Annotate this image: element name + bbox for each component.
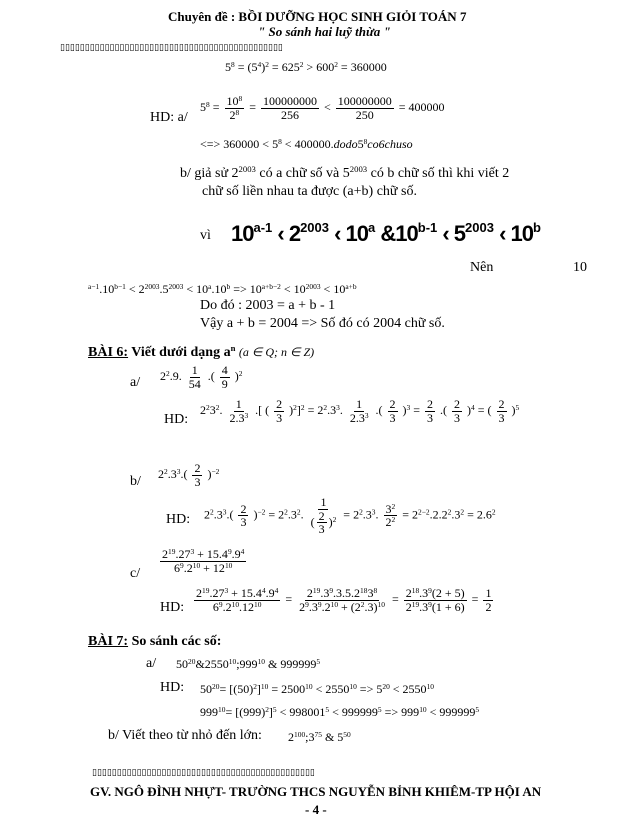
conclusion-a: <=> $360000 < 5^8$ < $400000.dodo5^8co6chuso$ [200, 136, 413, 151]
part-b-nen: Nên [470, 260, 494, 275]
fraction: $\frac{2^{18}.3^9(2 + 5)}{2^{19}.3^9(1 + 6)}$ [405, 585, 465, 614]
fraction: 1 ( $\frac{2}{3}$ )$^2$ [310, 495, 337, 537]
part-b-vay: Vậy a + b = 2004 => Số đó có 2004 chữ số. [200, 316, 445, 331]
fraction: $\frac{100000000}{256}$ [263, 94, 317, 122]
bai6-c-label: c/ [130, 566, 141, 581]
bai7-hd-line2: $999^{10}= [(999)^2]^5 < 998001^5 < 999999^5 => 999^{10} < 999999^5$ [200, 704, 480, 719]
part-b-ten: 10 [573, 260, 587, 275]
fraction: $\frac{1}{2.3^3}$ [229, 397, 249, 425]
fraction: $\frac{2}{3}$ [240, 501, 247, 530]
bai6-hd-c-label: HD: [160, 600, 185, 615]
fraction: $\frac{10^8}{2^8}$ [226, 93, 243, 122]
page-subtitle: " So sánh hai luỹ thừa " [258, 24, 391, 39]
bai6-a-expr: $2^2.9$. $\frac{1}{54}$ .( $\frac{4}{9}$ )$^2$ [160, 363, 243, 391]
part-b-do-do: Do đó : 2003 = a + b - 1 [200, 298, 336, 313]
part-b-vi: vì [200, 228, 211, 243]
bai6-hd-c-expr: $\frac{2^{19}.27^3 + 15.4^4.9^4}{6^9.2^{10}.12^{10}}$ = $\frac{2^{19}.3^9.3.5.2^{18}3^8}{2^9.3^9.2^{10} + (2^2.3)^{10}}$ = $\frac{2^{18}.3^9(2 + 5)}{2^{19}.3^9(1 + 6)}$ = $\frac{1}{2}$ [196, 585, 492, 614]
fraction: $\frac{1}{2}$ [485, 586, 492, 614]
bai7-a-expr: $50^{20}\&2550^{10};999^{10}$ & 999999$^5$ [176, 656, 321, 671]
bai7-hd-label: HD: [160, 680, 185, 695]
fraction: $\frac{2}{3}$ [498, 397, 505, 425]
fraction: $\frac{2^{19}.27^3 + 15.4^9.9^4}{6^9.2^{10} + 12^{10}}$ [162, 546, 245, 575]
part-b-line3: $^{a-1}.10^{b-1} < 2^{2003}.5^{2003} < 10^a.10^b => 10^{a+b-2} < 10^{2003} < 10^{a+b}$ [88, 281, 357, 296]
part-b-line2: chữ số liền nhau ta được (a+b) chữ số. [202, 184, 417, 199]
bai6-hd-b-label: HD: [166, 512, 191, 527]
fraction: $\frac{3^2}{2^2}$ [385, 501, 396, 530]
fraction: $\frac{2^{19}.27^3 + 15.4^4.9^4}{6^9.2^{10}.12^{10}}$ [196, 585, 279, 614]
part-b-line1: b/ giả sử $2^{2003}$ có a chữ số và $5^{2003}$ có b chữ số thì khi viết 2 [180, 164, 510, 181]
fraction: $\frac{2}{3}$ [389, 397, 396, 425]
hd-a-equation: $5^8$ = $\frac{10^8}{2^8}$ = $\frac{100000000}{256}$ < $\frac{100000000}{250}$ = 400000 [200, 93, 445, 122]
fraction: $\frac{100000000}{250}$ [337, 94, 392, 122]
fraction: $\frac{2}{3}$ [427, 397, 434, 425]
fraction: $\frac{2}{3}$ [276, 397, 283, 425]
hd-a-label: HD: a/ [150, 110, 188, 125]
footer-author: GV. NGÔ ĐÌNH NHỰT- TRƯỜNG THCS NGUYỄN BỈNH KHIÊM-TP HỘI AN [90, 784, 542, 799]
bai6-b-expr: $2^2.3^3$.( $\frac{2}{3}$ )$^{-2}$ [158, 461, 220, 489]
fraction: $\frac{2}{3}$ [194, 461, 201, 489]
part-b-big-inequality: 10$^{a-1}$ ‹ $2^{2003}$ ‹ 10$^a$ &10$^{b-1}$ ‹ $5^{2003}$ ‹ 10$^b$ [231, 220, 541, 246]
bai6-c-expr [158, 548, 248, 574]
bai7-hd-line1: $50^{20}= [(50)^2]^{10} = 2500^{10} < 2550^{10} => 5^{20} < 2550^{10}$ [200, 681, 434, 696]
bai6-hd-b-expr: $2^2.3^3$.( $\frac{2}{3}$ )$^{-2} = 2^2.3^2$. 1 ( $\frac{2}{3}$ )$^2$ = $2^2.3^3$. $\frac{3^2}{2^2}$ = $2^{2-2}.2.2^2.3^2 = 2.6^2$ [204, 495, 496, 537]
bai6-hd-a-expr: $2^23^2$. $\frac{1}{2.3^3}$ .[ ( $\frac{2}{3}$ )$^2]^2 = 2^2.3^3$. $\frac{1}{2.3^3}$ .( $\frac{2}{3}$ )$^3$ = $\frac{2}{3}$ .( $\frac{2}{3}$ )$^4$ = ( $\frac{2}{3}$ )$^5$ [200, 397, 520, 425]
fraction: $\frac{1}{54}$ [188, 363, 201, 391]
page-title: Chuyên đề : BỒI DƯỠNG HỌC SINH GIỎI TOÁN 7 [168, 9, 467, 24]
fraction: $\frac{4}{9}$ [221, 363, 228, 391]
top-equation: $5^8 = (5^4)^2 = 625^2 > 600^2 = 360000$ [225, 59, 387, 74]
footer-glyph-row: ▯▯▯▯▯▯▯▯▯▯▯▯▯▯▯▯▯▯▯▯▯▯▯▯▯▯▯▯▯▯▯▯▯▯▯▯▯▯▯▯▯▯▯▯▯ [92, 768, 315, 778]
bai6-a-label: a/ [130, 375, 141, 390]
bai6-heading: BÀI 6: Viết dưới dạng $a^n$ (a ∈ Q; n ∈ Z) [88, 343, 315, 360]
bai7-b-expr: $2^{100};3^{75}$ & $5^{50}$ [288, 729, 351, 744]
bai7-a-label: a/ [146, 656, 157, 671]
header-glyph-row: ▯▯▯▯▯▯▯▯▯▯▯▯▯▯▯▯▯▯▯▯▯▯▯▯▯▯▯▯▯▯▯▯▯▯▯▯▯▯▯▯▯▯▯▯▯ [60, 43, 283, 53]
bai6-b-label: b/ [130, 474, 141, 489]
bai6-hd-a-label: HD: [164, 412, 189, 427]
bai7-b-text: b/ Viết theo từ nhỏ đến lớn: [108, 728, 262, 743]
fraction: $\frac{1}{2.3^3}$ [349, 397, 369, 425]
fraction: $\frac{2}{3}$ [454, 397, 461, 425]
page-number: - 4 - [305, 802, 327, 817]
bai7-heading: BÀI 7: So sánh các số: [88, 634, 222, 649]
fraction: $\frac{2^{19}.3^9.3.5.2^{18}3^8}{2^9.3^9.2^{10} + (2^2.3)^{10}}$ [299, 585, 385, 614]
